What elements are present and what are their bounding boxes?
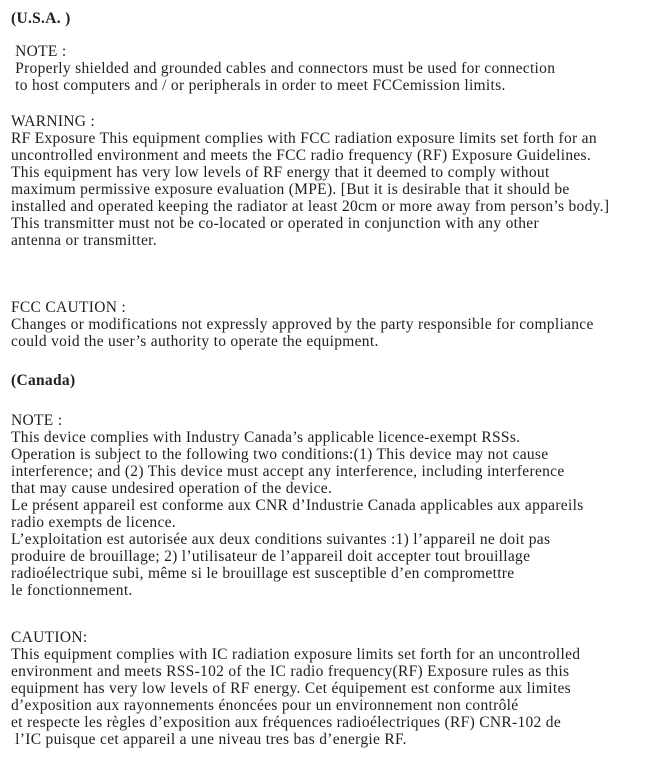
text-line: Changes or modifications not expressly approved by the party responsible for compliance xyxy=(11,316,594,333)
text-line: radio exempts de licence. xyxy=(11,514,177,531)
text-line: This device complies with Industry Canada’s applicable licence-exempt RSSs. xyxy=(11,429,521,446)
canada-note-label: NOTE : xyxy=(11,412,63,429)
usa-warning-label: WARNING : xyxy=(11,113,96,130)
fcc-caution-label: FCC CAUTION : xyxy=(11,299,126,316)
fcc-caution-block xyxy=(11,299,660,350)
usa-warning-block xyxy=(11,113,660,249)
text-line: This equipment complies with IC radiation exposure limits set forth for an uncontrolled xyxy=(11,646,581,663)
ic-caution-block xyxy=(11,629,660,748)
text-line: Operation is subject to the following two conditions:(1) This device may not cause xyxy=(11,446,549,463)
text-line: interference; and (2) This device must accept any interference, including interference xyxy=(11,463,565,480)
usa-note-block xyxy=(11,43,660,94)
text-line: that may cause undesired operation of the device. xyxy=(11,480,333,497)
text-line: This equipment has very low levels of RF energy that it deemed to comply without xyxy=(11,164,550,181)
text-line: maximum permissive exposure evaluation (MPE). [But it is desirable that it should be xyxy=(11,181,570,198)
usa-note-label: NOTE : xyxy=(11,43,67,60)
text-line: d’exposition aux rayonnements énoncées pour un environnement non contrôlé xyxy=(11,697,519,714)
text-line: Le présent appareil est conforme aux CNR d’Industrie Canada applicables aux appareils xyxy=(11,497,584,514)
text-line: L’exploitation est autorisée aux deux conditions suivantes :1) l’appareil ne doit pas xyxy=(11,531,551,548)
section-heading-canada: (Canada) xyxy=(11,372,76,389)
text-line: produire de brouillage; 2) l’utilisateur de l’appareil doit accepter tout brouillage xyxy=(11,548,531,565)
text-line: l’IC puisque cet appareil a une niveau tres bas d’energie RF. xyxy=(11,731,407,748)
text-line: to host computers and / or peripherals in order to meet FCCemission limits. xyxy=(11,77,506,94)
text-line: RF Exposure This equipment complies with FCC radiation exposure limits set forth for an xyxy=(11,130,597,147)
canada-note-block xyxy=(11,412,660,599)
ic-caution-lines xyxy=(11,646,660,748)
text-line: could void the user’s authority to operate the equipment. xyxy=(11,333,379,350)
text-line: antenna or transmitter. xyxy=(11,232,157,249)
text-line: This transmitter must not be co-located or operated in conjunction with any other xyxy=(11,215,539,232)
text-line: environment and meets RSS-102 of the IC radio frequency(RF) Exposure rules as this xyxy=(11,663,570,680)
section-heading-usa: (U.S.A. ) xyxy=(11,10,71,27)
text-line: uncontrolled environment and meets the FCC radio frequency (RF) Exposure Guidelines. xyxy=(11,147,592,164)
text-line: le fonctionnement. xyxy=(11,582,133,599)
usa-note-lines xyxy=(11,60,660,94)
text-line: installed and operated keeping the radiator at least 20cm or more away from person’s body.] xyxy=(11,198,610,215)
ic-caution-label: CAUTION: xyxy=(11,629,88,646)
text-line: radioélectrique subi, même si le brouillage est susceptible d’en compromettre xyxy=(11,565,515,582)
canada-note-lines xyxy=(11,429,660,599)
fcc-caution-lines xyxy=(11,316,660,350)
usa-warning-lines xyxy=(11,130,660,249)
text-line: Properly shielded and grounded cables and connectors must be used for connection xyxy=(11,60,556,77)
text-line: et respecte les règles d’exposition aux fréquences radioélectriques (RF) CNR-102 de xyxy=(11,714,561,731)
text-line: equipment has very low levels of RF energy. Cet équipement est conforme aux limites xyxy=(11,680,571,697)
